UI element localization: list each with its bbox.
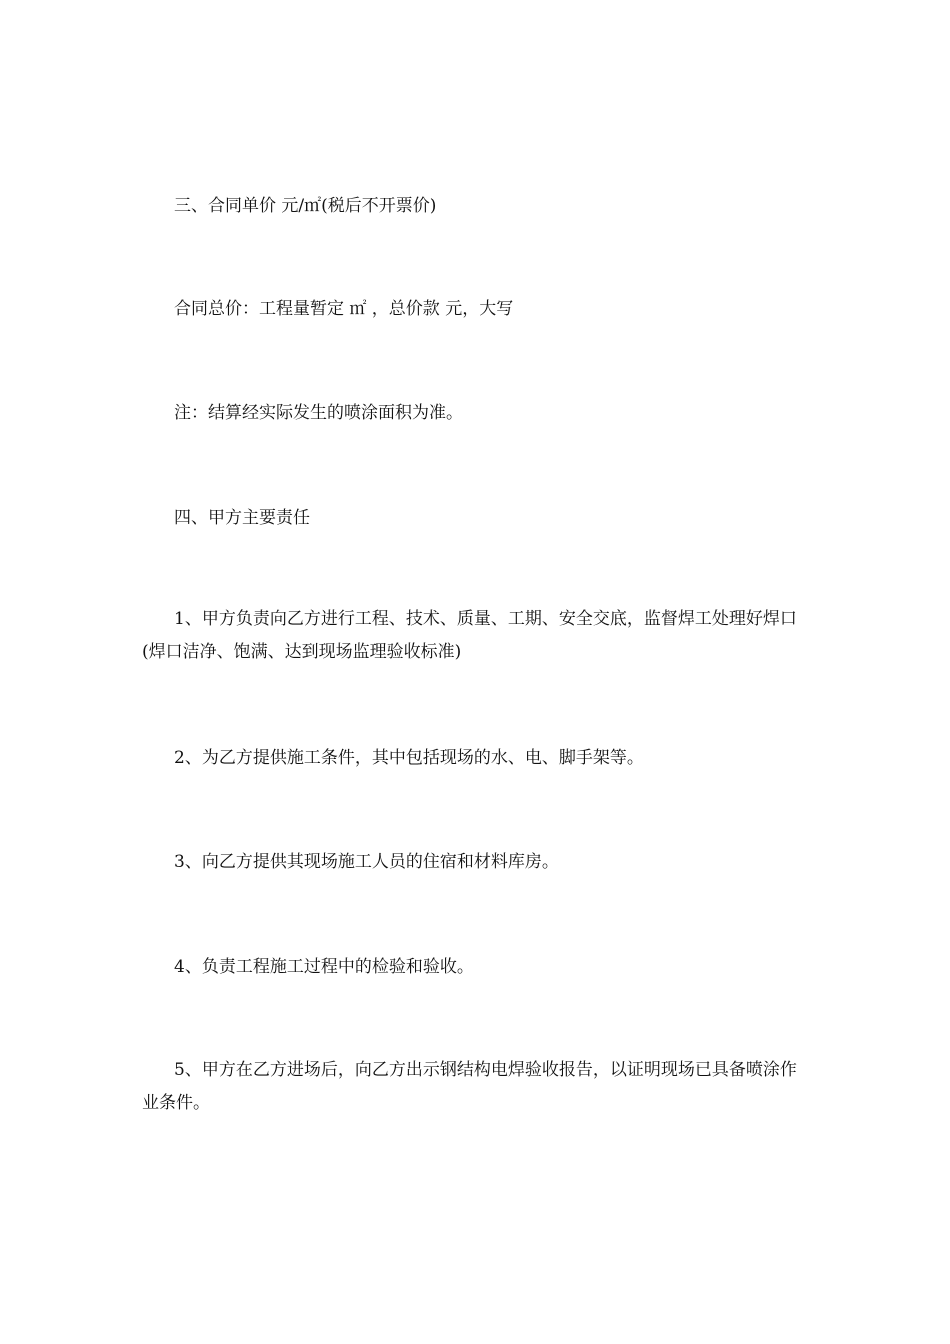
list-item-responsibility-1: 1、甲方负责向乙方进行工程、技术、质量、工期、安全交底，监督焊工处理好焊口(焊口洁净、饱满、达到现场监理验收标准) [142,609,797,662]
paragraph-contract-total-price: 合同总价：工程量暂定 ㎡ ，总价款 元，大写 [174,299,514,319]
section-heading-contract-unit-price: 三、合同单价 元/㎡(税后不开票价) [174,196,437,216]
list-item-responsibility-2: 2、为乙方提供施工条件，其中包括现场的水、电、脚手架等。 [174,748,644,768]
list-item-responsibility-5: 5、甲方在乙方进场后，向乙方出示钢结构电焊验收报告，以证明现场已具备喷涂作业条件。 [142,1060,797,1113]
paragraph-settlement-note: 注：结算经实际发生的喷涂面积为准。 [174,403,463,423]
section-heading-party-a-responsibilities: 四、甲方主要责任 [174,508,310,528]
list-item-responsibility-4: 4、负责工程施工过程中的检验和验收。 [174,957,474,977]
list-item-responsibility-3: 3、向乙方提供其现场施工人员的住宿和材料库房。 [174,852,559,872]
